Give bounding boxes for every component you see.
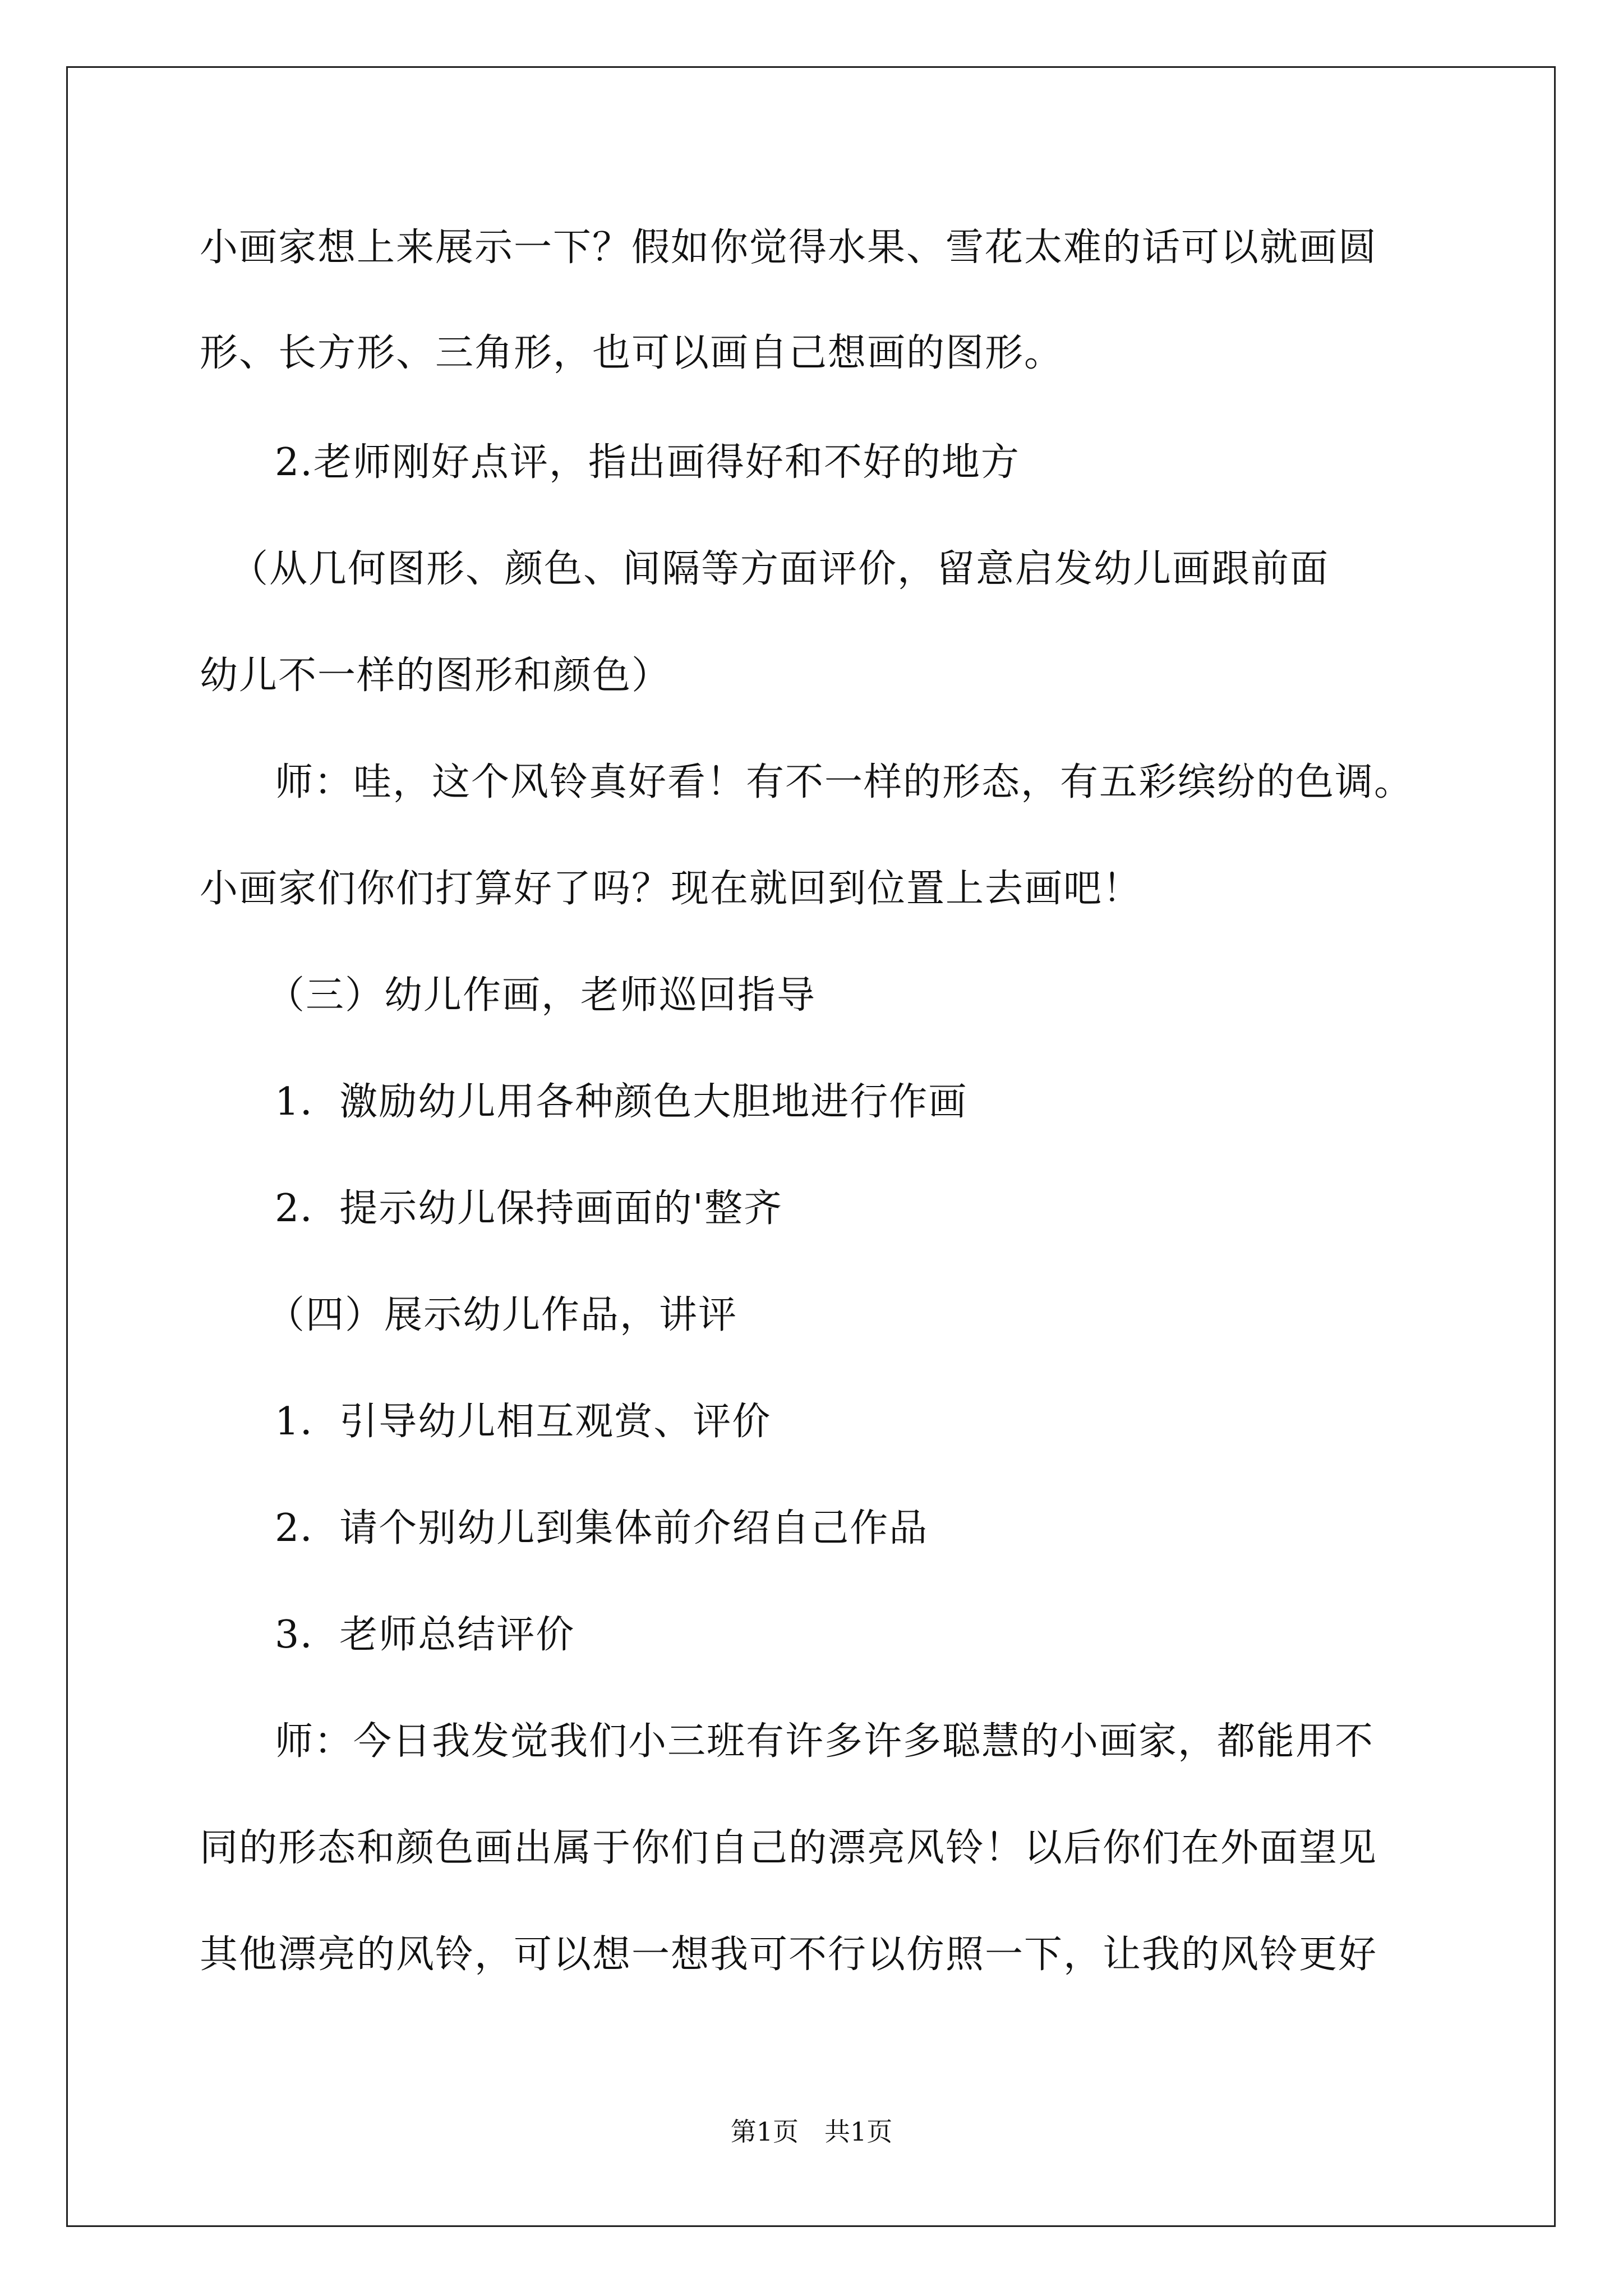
text-line: 师：今日我发觉我们小三班有许多许多聪慧的小画家，都能用不 xyxy=(275,1719,1375,1764)
text-line: 小画家们你们打算好了吗？现在就回到位置上去画吧！ xyxy=(200,867,1142,911)
text-line: 形、长方形、三角形，也可以画自己想画的图形。 xyxy=(200,331,1064,375)
text-line: 3．老师总结评价 xyxy=(275,1613,575,1657)
page-footer: 第1页 共1页 xyxy=(730,2116,893,2147)
text-line: （三）幼儿作画，老师巡回指导 xyxy=(266,973,817,1018)
page-border xyxy=(66,66,1556,2227)
text-line: 小画家想上来展示一下？假如你觉得水果、雪花太难的话可以就画圆 xyxy=(200,226,1378,270)
text-line: 同的形态和颜色画出属于你们自己的漂亮风铃！以后你们在外面望见 xyxy=(200,1826,1378,1870)
text-line: （四）展示幼儿作品，讲评 xyxy=(266,1293,738,1337)
text-line: 1．引导幼儿相互观赏、评价 xyxy=(275,1400,772,1444)
text-line: 其他漂亮的风铃，可以想一想我可不行以仿照一下，让我的风铃更好 xyxy=(200,1932,1378,1977)
text-line: 幼儿不一样的图形和颜色） xyxy=(200,654,671,698)
text-line: 2．提示幼儿保持画面的'整齐 xyxy=(275,1186,783,1231)
text-line: 师：哇，这个风铃真好看！有不一样的形态，有五彩缤纷的色调。 xyxy=(275,760,1414,804)
text-line: 1．激励幼儿用各种颜色大胆地进行作画 xyxy=(275,1080,968,1124)
text-line: 2．请个别幼儿到集体前介绍自己作品 xyxy=(275,1506,929,1550)
text-line: （从几何图形、颜色、间隔等方面评价，留意启发幼儿画跟前面 xyxy=(230,547,1330,591)
text-line: 2.老师刚好点评，指出画得好和不好的地方 xyxy=(275,440,1020,485)
